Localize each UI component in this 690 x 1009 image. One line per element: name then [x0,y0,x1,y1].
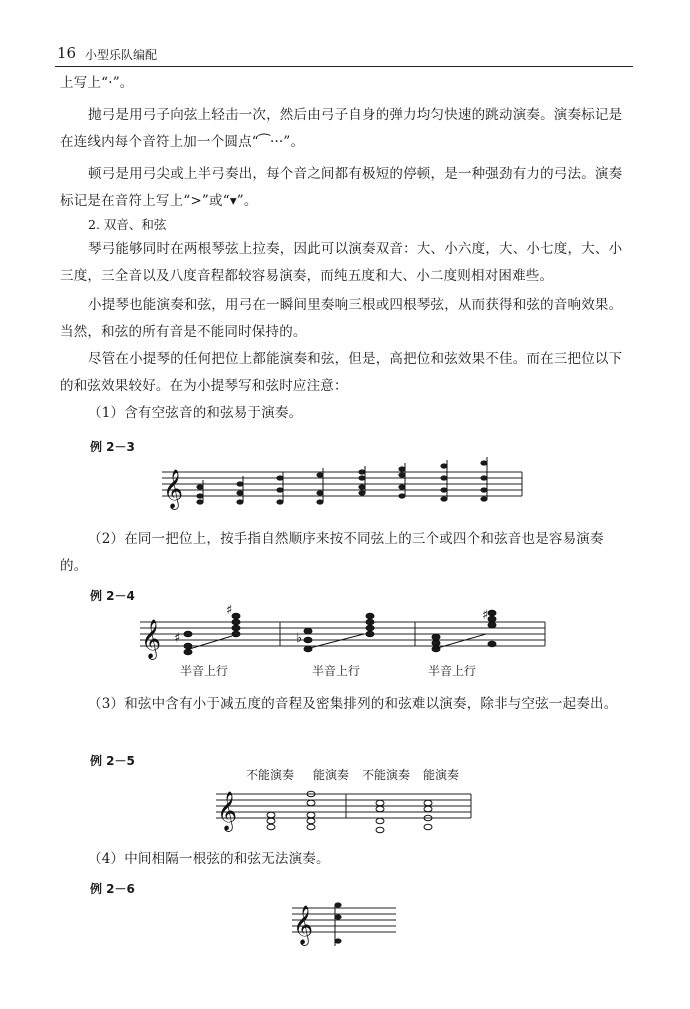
svg-text:𝄞: 𝄞 [293,905,314,945]
paragraph-positions: 尽管在小提琴的任何把位上都能演奏和弦，但是，高把位和弦效果不佳。而在三把位以下的和弦效果较好。在为小提琴写和弦时应注意： [60,351,623,394]
section-heading-double-stops: 2. 双音、和弦 [88,217,167,232]
example-2-5-label: 例 2－5 [90,754,135,768]
ex25-caption-1: 不能演奏 [246,768,295,782]
running-title: 小型乐队编配 [85,48,158,62]
example-2-6-label: 例 2－6 [90,882,135,896]
ex25-caption-4: 能演奏 [423,768,460,782]
ex25-caption-2: 能演奏 [313,768,350,782]
svg-text:𝄞: 𝄞 [163,469,184,509]
rule-2: （2）在同一把位上，按手指自然顺序来按不同弦上的三个或四个和弦音也是容易演奏的。 [60,531,604,574]
example-2-4-label: 例 2－4 [90,589,135,603]
running-header [55,44,633,67]
ex24-caption-1: 半音上行 [180,664,229,678]
svg-text:♭: ♭ [296,631,303,646]
svg-text:𝄞: 𝄞 [217,791,238,831]
ex24-caption-2: 半音上行 [312,664,361,678]
paragraph-chords: 小提琴也能演奏和弦，用弓在一瞬间里奏响三根或四根琴弦，从而获得和弦的音响效果。当然，和弦的所有音是不能同时保持的。 [60,297,623,340]
paragraph-martele: 顿弓是用弓尖或上半弓奏出，每个音之间都有极短的停顿，是一种强劲有力的弓法。演奏标记是在音符上写上“>”或“▾”。 [60,166,623,209]
ex25-caption-3: 不能演奏 [362,768,411,782]
svg-text:♯: ♯ [174,631,181,646]
example-2-5-staff [216,790,476,835]
example-2-6-staff [292,898,402,948]
svg-text:𝄞: 𝄞 [141,619,162,659]
ex24-caption-3: 半音上行 [428,664,477,678]
example-2-3-label: 例 2－3 [90,440,135,454]
paragraph-0: 上写上“·”。 [60,75,134,91]
paragraph-double-stops: 琴弓能够同时在两根琴弦上拉奏，因此可以演奏双音：大、小六度，大、小七度，大、小三度，三全音以及八度音程都较容易演奏，而纯五度和大、小二度则相对困难些。 [60,241,623,284]
page-number: 16 [57,44,77,62]
rule-4: （4）中间相隔一根弦的和弦无法演奏。 [88,851,330,867]
paragraph-spiccato: 抛弓是用弓子向弦上轻击一次，然后由弓子自身的弹力均匀快速的跳动演奏。演奏标记是在连线内每个音符上加一个圆点“⁀···”。 [60,107,623,150]
rule-1: （1）含有空弦音的和弦易于演奏。 [88,405,303,421]
svg-text:♯: ♯ [482,608,489,623]
svg-text:♯: ♯ [226,603,233,618]
rule-3: （3）和弦中含有小于减五度的音程及密集排列的和弦难以演奏，除非与空弦一起奏出。 [88,696,618,712]
example-2-3-staff [162,466,532,509]
